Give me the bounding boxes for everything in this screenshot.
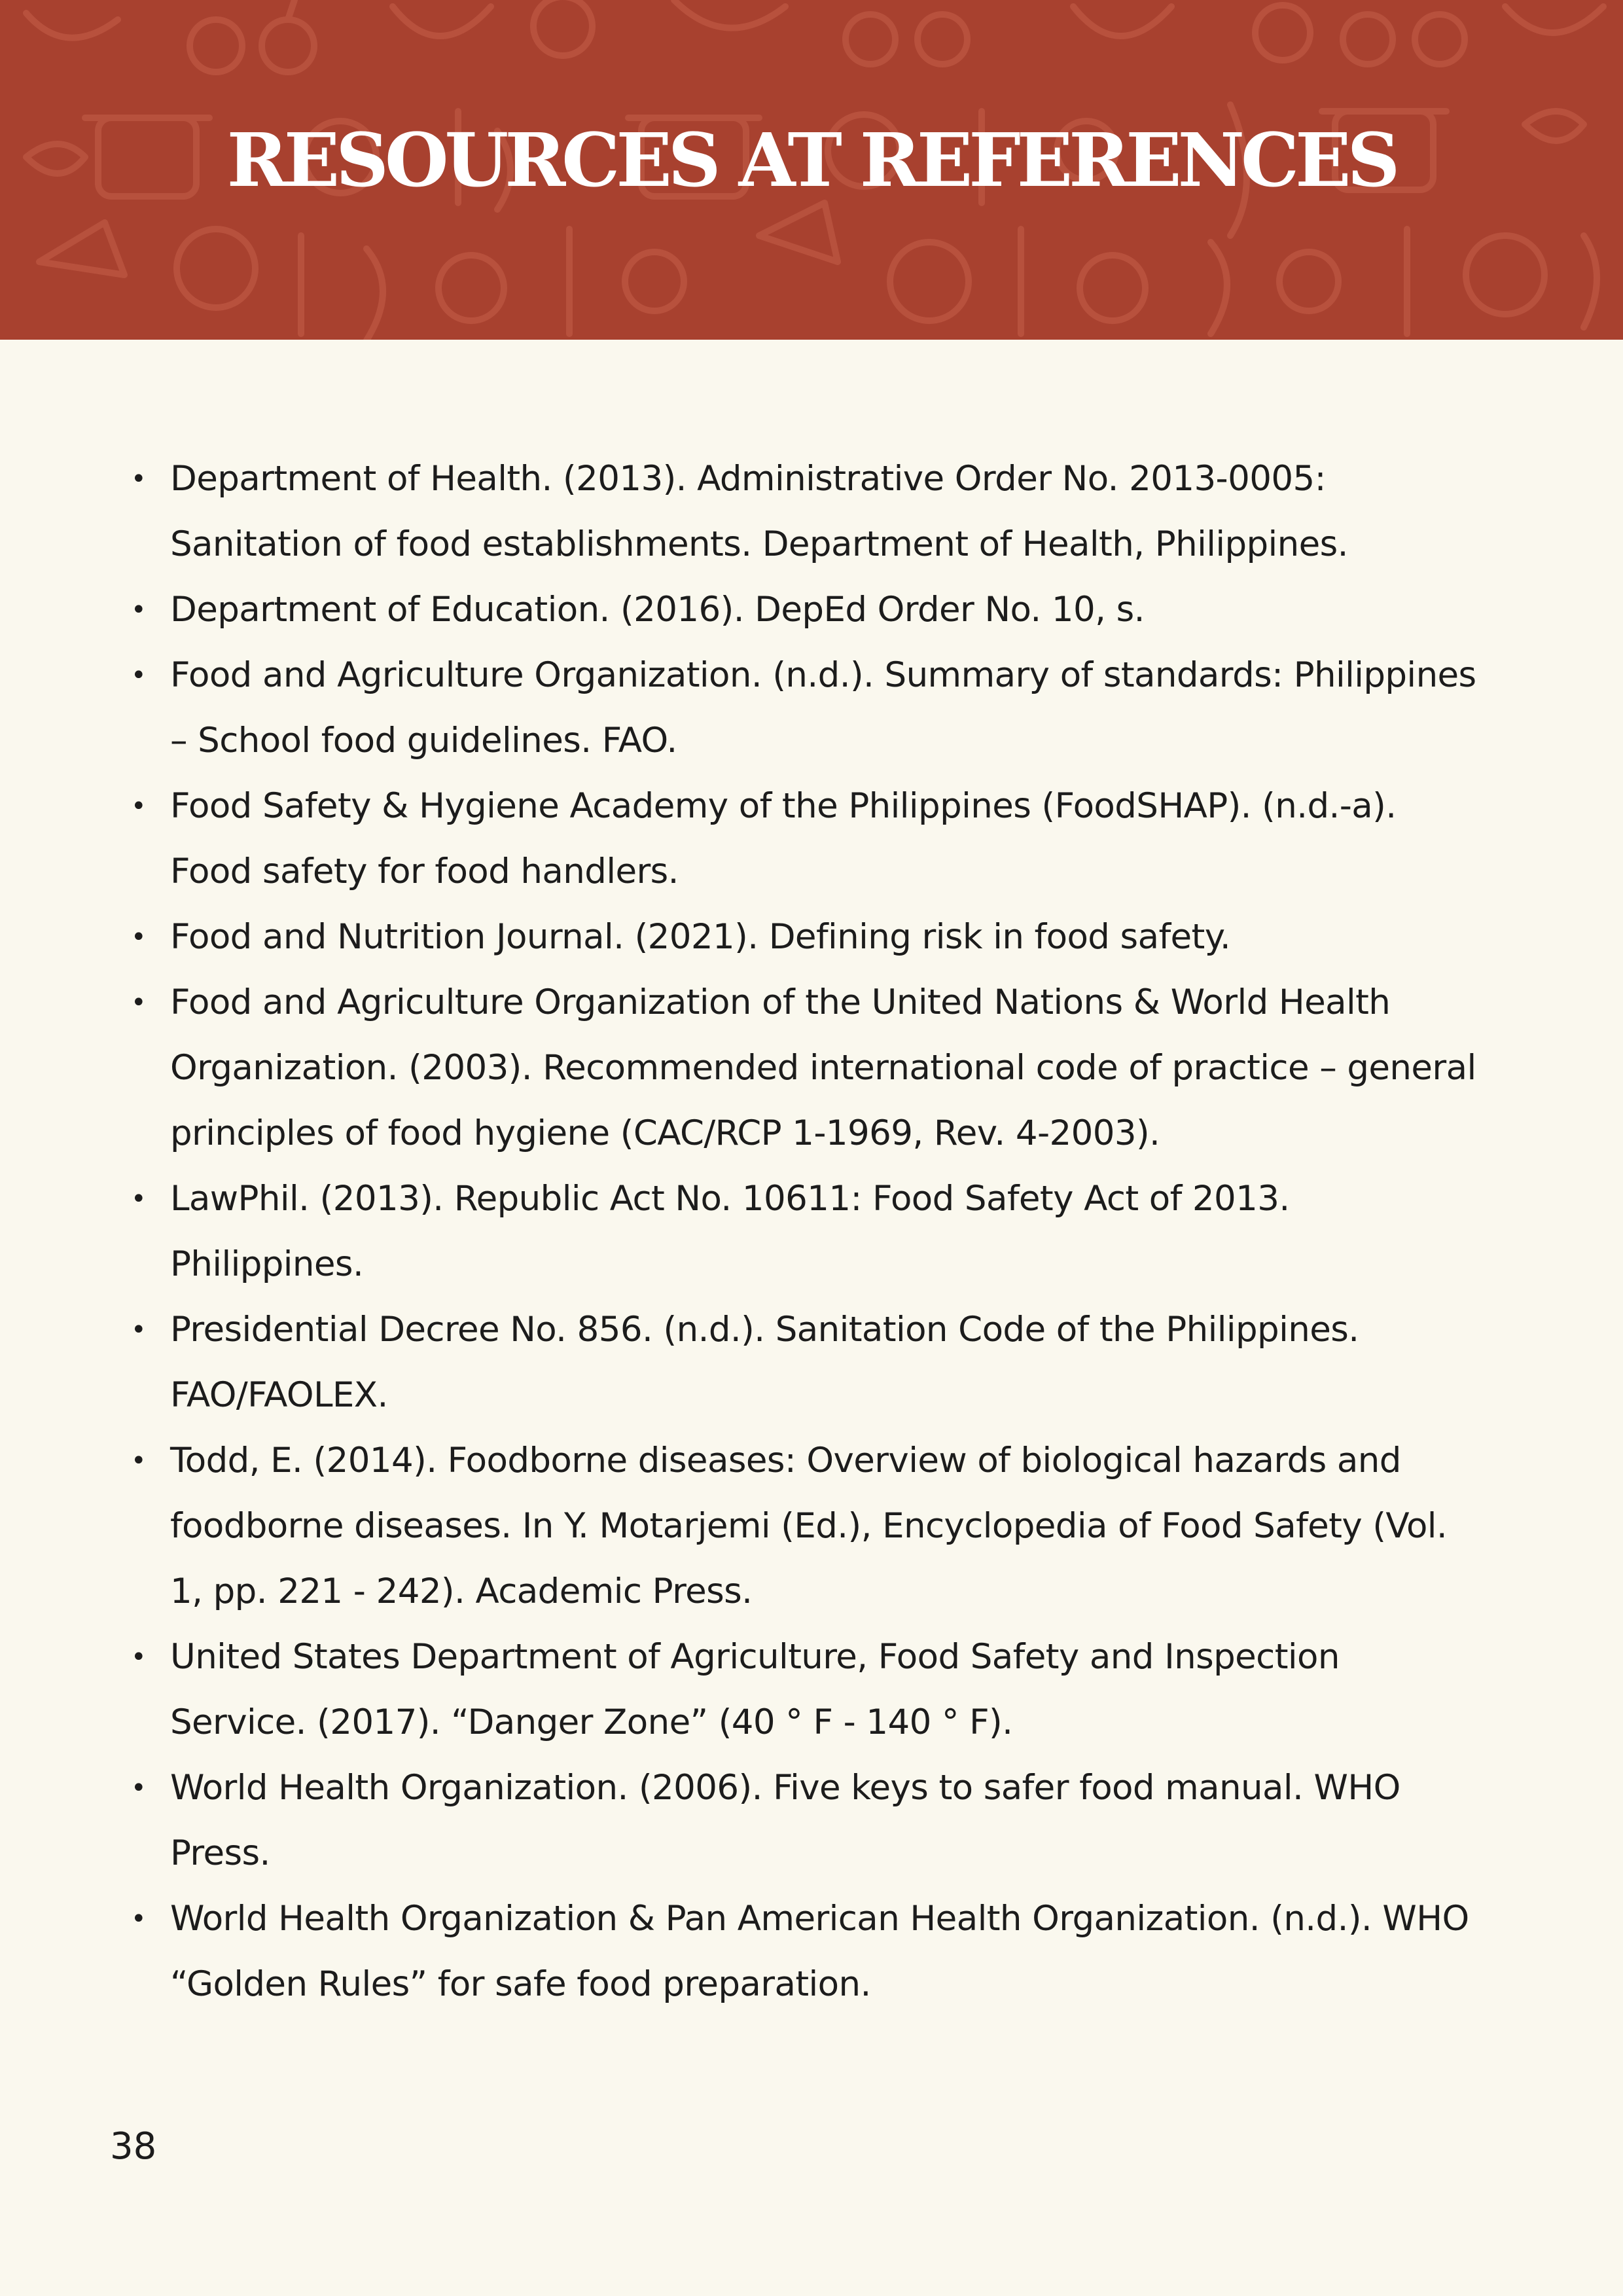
reference-text: Department of Education. (2016). DepEd Order No. 10, s.	[170, 590, 1145, 630]
references-list	[131, 446, 1479, 2017]
list-item	[131, 1297, 1479, 1428]
list-item	[131, 1755, 1479, 1886]
reference-text: LawPhil. (2013). Republic Act No. 10611: Food Safety Act of 2013. Philippines.	[170, 1179, 1290, 1284]
reference-text: Presidential Decree No. 856. (n.d.). Sanitation Code of the Philippines. FAO/FAOLEX.	[170, 1310, 1359, 1415]
reference-text: World Health Organization. (2006). Five keys to safer food manual. WHO Press.	[170, 1768, 1400, 1873]
reference-text: United States Department of Agriculture, Food Safety and Inspection Service. (2017). “Danger Zone” (40 ° F - 140 ° F).	[170, 1637, 1340, 1742]
reference-text: Todd, E. (2014). Foodborne diseases: Overview of biological hazards and foodborne diseases. In Y. Motarjemi (Ed.), Encyclopedia of Food Safety (Vol. 1, pp. 221 - 242). Academic Press.	[170, 1441, 1448, 1611]
list-item	[131, 774, 1479, 905]
bullet-icon: •	[131, 1184, 146, 1214]
list-item	[131, 905, 1479, 970]
reference-text: Food Safety & Hygiene Academy of the Philippines (FoodSHAP). (n.d.-a). Food safety for food handlers.	[170, 786, 1397, 891]
list-item	[131, 1428, 1479, 1624]
bullet-icon: •	[131, 1773, 146, 1803]
bullet-icon: •	[131, 1904, 146, 1934]
reference-text: Department of Health. (2013). Administrative Order No. 2013-0005: Sanitation of food establishments. Department of Health, Philippines.	[170, 459, 1348, 564]
reference-text: Food and Nutrition Journal. (2021). Defining risk in food safety.	[170, 917, 1231, 957]
reference-text: Food and Agriculture Organization. (n.d.). Summary of standards: Philippines – School food guidelines. FAO.	[170, 655, 1476, 761]
bullet-icon: •	[131, 1315, 146, 1345]
header-banner	[0, 0, 1623, 340]
bullet-icon: •	[131, 922, 146, 952]
bullet-icon: •	[131, 464, 146, 494]
reference-text: Food and Agriculture Organization of the United Nations & World Health Organization. (2003). Recommended international code of practice – general principles of food hygiene (CAC/RCP 1-1969, Rev. 4-2003).	[170, 982, 1476, 1153]
list-item	[131, 577, 1479, 643]
reference-text: World Health Organization & Pan American Health Organization. (n.d.). WHO “Golden Rules” for safe food preparation.	[170, 1899, 1469, 2004]
bullet-icon: •	[131, 1446, 146, 1476]
list-item	[131, 1624, 1479, 1755]
bullet-icon: •	[131, 988, 146, 1018]
bullet-icon: •	[131, 791, 146, 821]
bullet-icon: •	[131, 660, 146, 691]
list-item	[131, 970, 1479, 1166]
bullet-icon: •	[131, 595, 146, 625]
page-number: 38	[110, 2125, 157, 2168]
page-title: RESOURCES AT REFERENCES	[226, 118, 1397, 204]
list-item	[131, 643, 1479, 774]
list-item	[131, 1886, 1479, 2017]
list-item	[131, 1166, 1479, 1297]
bullet-icon: •	[131, 1642, 146, 1672]
list-item	[131, 446, 1479, 577]
